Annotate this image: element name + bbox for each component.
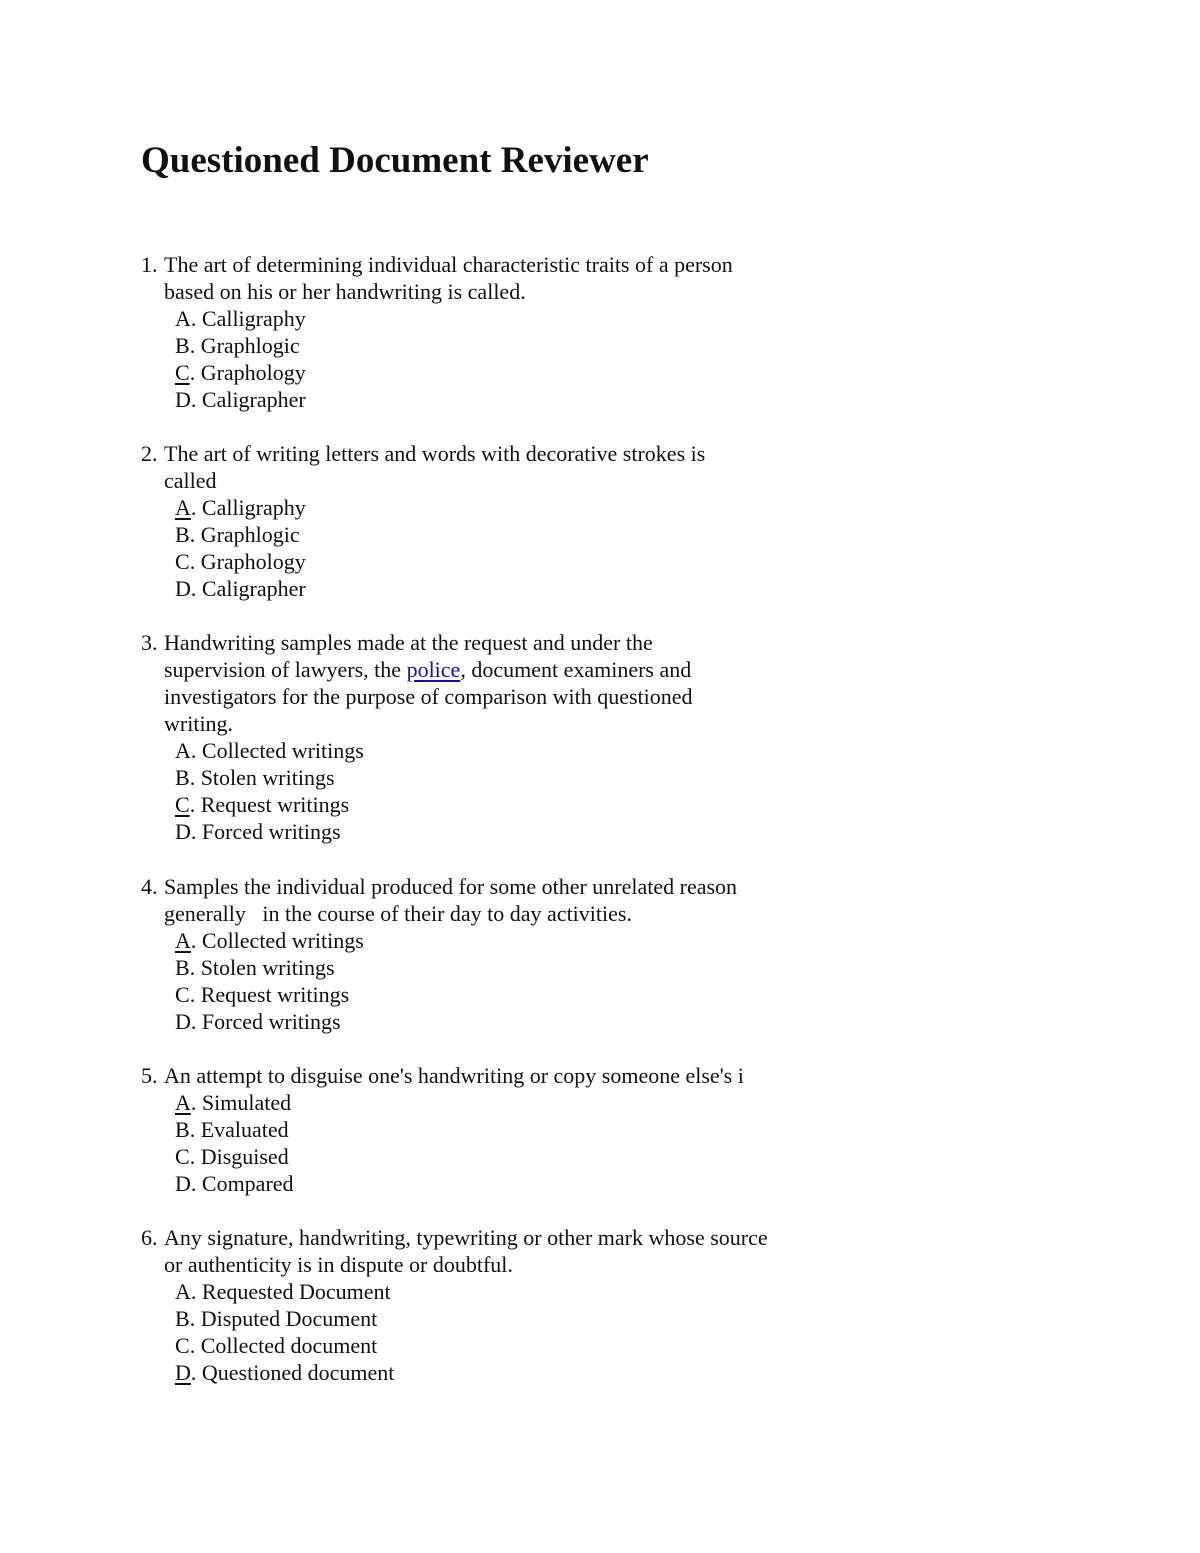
option-letter: B bbox=[175, 522, 190, 547]
option-letter: C bbox=[175, 982, 190, 1007]
answer-option[interactable]: D. Forced writings bbox=[175, 1009, 341, 1034]
option-text: Caligrapher bbox=[196, 387, 306, 412]
answer-option[interactable]: B. Stolen writings bbox=[175, 765, 335, 790]
answer-option-correct[interactable]: A. Simulated bbox=[175, 1090, 292, 1115]
option-text: Calligraphy bbox=[196, 306, 306, 331]
question-text-line: The art of determining individual characteristic traits of a person bbox=[164, 252, 733, 277]
question-text-line: called bbox=[164, 468, 217, 493]
answer-option[interactable]: B. Stolen writings bbox=[175, 955, 335, 980]
document-title: Questioned Document Reviewer bbox=[141, 140, 649, 181]
option-text: Caligrapher bbox=[196, 576, 306, 601]
answer-option[interactable]: C. Request writings bbox=[175, 982, 350, 1007]
option-text: Compared bbox=[196, 1171, 294, 1196]
question-text-segment: , document examiners and bbox=[460, 657, 692, 682]
option-letter: B bbox=[175, 1306, 190, 1331]
answer-option-correct[interactable]: C. Graphology bbox=[175, 360, 306, 385]
question-text-line: An attempt to disguise one's handwriting or copy someone else's i bbox=[164, 1063, 744, 1088]
question-number: 6. bbox=[141, 1225, 158, 1250]
answer-option[interactable]: B. Disputed Document bbox=[175, 1306, 378, 1331]
answer-option[interactable]: A. Calligraphy bbox=[175, 306, 306, 331]
option-letter: C bbox=[175, 792, 190, 817]
option-text: Graphology bbox=[195, 360, 306, 385]
question-text-line: or authenticity is in dispute or doubtful. bbox=[164, 1252, 513, 1277]
answer-option[interactable]: D. Compared bbox=[175, 1171, 294, 1196]
question-text-line-with-link bbox=[164, 656, 691, 683]
option-letter: D bbox=[175, 1171, 191, 1196]
answer-option-correct[interactable]: D. Questioned document bbox=[175, 1360, 395, 1385]
option-letter: C bbox=[175, 549, 190, 574]
option-text: Graphlogic bbox=[195, 333, 300, 358]
option-letter: B bbox=[175, 955, 190, 980]
option-text: Collected writings bbox=[196, 928, 364, 953]
answer-option[interactable]: D. Forced writings bbox=[175, 819, 341, 844]
option-letter: A bbox=[175, 1090, 191, 1115]
answer-option[interactable]: D. Caligrapher bbox=[175, 576, 306, 601]
option-text: Graphlogic bbox=[195, 522, 300, 547]
option-letter: C bbox=[175, 1144, 190, 1169]
option-text: Collected document bbox=[195, 1333, 378, 1358]
question-text-line: writing. bbox=[164, 711, 234, 736]
option-letter: B bbox=[175, 333, 190, 358]
option-letter: C bbox=[175, 1333, 190, 1358]
option-text: Forced writings bbox=[196, 1009, 341, 1034]
option-letter: A bbox=[175, 495, 191, 520]
police-link[interactable]: police bbox=[406, 657, 461, 682]
option-letter: A bbox=[175, 928, 191, 953]
option-text: Questioned document bbox=[196, 1360, 395, 1385]
answer-option[interactable]: B. Graphlogic bbox=[175, 333, 300, 358]
answer-option[interactable]: C. Disguised bbox=[175, 1144, 289, 1169]
question-text-line: Handwriting samples made at the request and under the bbox=[164, 630, 653, 655]
question-number: 2. bbox=[141, 441, 158, 466]
question-text-line: generally in the course of their day to day activities. bbox=[164, 901, 632, 926]
answer-option[interactable]: B. Evaluated bbox=[175, 1117, 289, 1142]
option-letter: D bbox=[175, 1009, 191, 1034]
answer-option[interactable]: A. Collected writings bbox=[175, 738, 364, 763]
option-text: Request writings bbox=[195, 982, 350, 1007]
option-letter: A bbox=[175, 738, 191, 763]
option-text: Request writings bbox=[195, 792, 350, 817]
question-text-segment: supervision of lawyers, the bbox=[164, 657, 407, 682]
question-text-line: investigators for the purpose of comparison with questioned bbox=[164, 684, 693, 709]
option-text: Collected writings bbox=[196, 738, 364, 763]
option-text: Graphology bbox=[195, 549, 306, 574]
option-text: Stolen writings bbox=[195, 955, 335, 980]
question-number: 4. bbox=[141, 874, 158, 899]
answer-option[interactable]: A. Requested Document bbox=[175, 1279, 391, 1304]
option-letter: B bbox=[175, 1117, 190, 1142]
question-text-line: Any signature, handwriting, typewriting or other mark whose source bbox=[164, 1225, 768, 1250]
option-letter: D bbox=[175, 387, 191, 412]
option-letter: D bbox=[175, 819, 191, 844]
answer-option[interactable]: C. Collected document bbox=[175, 1333, 378, 1358]
answer-option-correct[interactable]: A. Calligraphy bbox=[175, 495, 306, 520]
option-letter: A bbox=[175, 306, 191, 331]
option-text: Disputed Document bbox=[195, 1306, 378, 1331]
option-text: Evaluated bbox=[195, 1117, 289, 1142]
question-number: 5. bbox=[141, 1063, 158, 1088]
option-letter: D bbox=[175, 576, 191, 601]
option-text: Calligraphy bbox=[196, 495, 306, 520]
option-text: Simulated bbox=[196, 1090, 292, 1115]
answer-option-correct[interactable]: C. Request writings bbox=[175, 792, 350, 817]
question-text-line: Samples the individual produced for some other unrelated reason bbox=[164, 874, 738, 899]
answer-option[interactable]: D. Caligrapher bbox=[175, 387, 306, 412]
answer-option[interactable]: B. Graphlogic bbox=[175, 522, 300, 547]
question-number: 1. bbox=[141, 252, 158, 277]
question-text-line: based on his or her handwriting is called. bbox=[164, 279, 526, 304]
answer-option[interactable]: C. Graphology bbox=[175, 549, 306, 574]
question-number: 3. bbox=[141, 630, 158, 655]
option-text: Requested Document bbox=[196, 1279, 391, 1304]
option-text: Stolen writings bbox=[195, 765, 335, 790]
question-text-line: The art of writing letters and words with decorative strokes is bbox=[164, 441, 706, 466]
option-text: Disguised bbox=[195, 1144, 289, 1169]
option-text: Forced writings bbox=[196, 819, 341, 844]
option-letter: C bbox=[175, 360, 190, 385]
option-letter: B bbox=[175, 765, 190, 790]
option-letter: D bbox=[175, 1360, 191, 1385]
answer-option-correct[interactable]: A. Collected writings bbox=[175, 928, 364, 953]
option-letter: A bbox=[175, 1279, 191, 1304]
